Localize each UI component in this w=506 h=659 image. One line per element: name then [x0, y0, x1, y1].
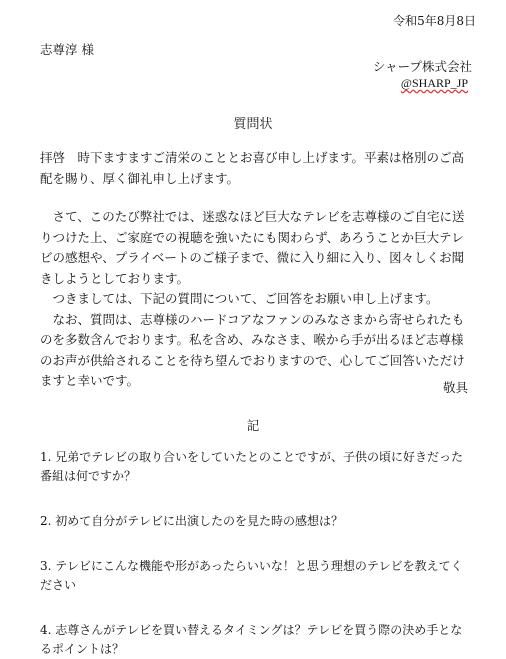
greeting-paragraph: 拝啓 時下ますますご清栄のこととお喜び申し上げます。平素は格別のご高配を賜り、厚く御礼申し上げます。 [40, 150, 465, 186]
question-list [40, 448, 472, 659]
sender-company: シャープ株式会社 [372, 59, 472, 74]
letter-title: 質問状 [233, 117, 273, 132]
recipient-name: 志尊淳 様 [40, 42, 94, 57]
question-item-2: 2. 初めて自分がテレビに出演したのを見た時の感想は？ [40, 514, 344, 528]
body-paragraph-request: つきましては、下記の質問について、ご回答をお願い申し上げます。 [52, 291, 439, 306]
letter-date: 令和5年8月8日 [393, 14, 476, 28]
body-paragraph-intro: さて、このたび弊社では、迷惑なほど巨大なテレビを志尊様のご自宅に送りつけた上、ご家庭での視聴を強いたにも関わらず、あろうことか巨大テレビの感想や、プライベートのご様子まで、微に入り細に入り、図々しくお聞きしようとしております。 [40, 209, 465, 286]
paragraph-gap [40, 189, 472, 207]
sender-handle: @SHARP_JP [400, 76, 468, 90]
question-item-3: 3. テレビにこんな機能や形があったらいいな！と思う理想のテレビを教えてください [40, 559, 463, 592]
question-item-1: 1. 兄弟でテレビの取り合いをしていたとのことですが、子供の頃に好きだった番組は何ですか？ [40, 450, 464, 483]
closing-word: 敬具 [442, 380, 468, 395]
letter-body [40, 148, 472, 392]
ki-heading: 記 [246, 418, 260, 433]
question-item-4: 4. 志尊さんがテレビを買い替えるタイミングは？テレビを買う際の決め手となるポイントは？ [40, 623, 463, 656]
body-paragraph-note: なお、質問は、志尊様のハードコアなファンのみなさまから寄せられたものを多数含んでおります。私を含め、みなさま、喉から手が出るほど志尊様のお声が供給されることを待ち望んでおりますので、心してご回答いただけますと幸いです。 [40, 311, 465, 388]
